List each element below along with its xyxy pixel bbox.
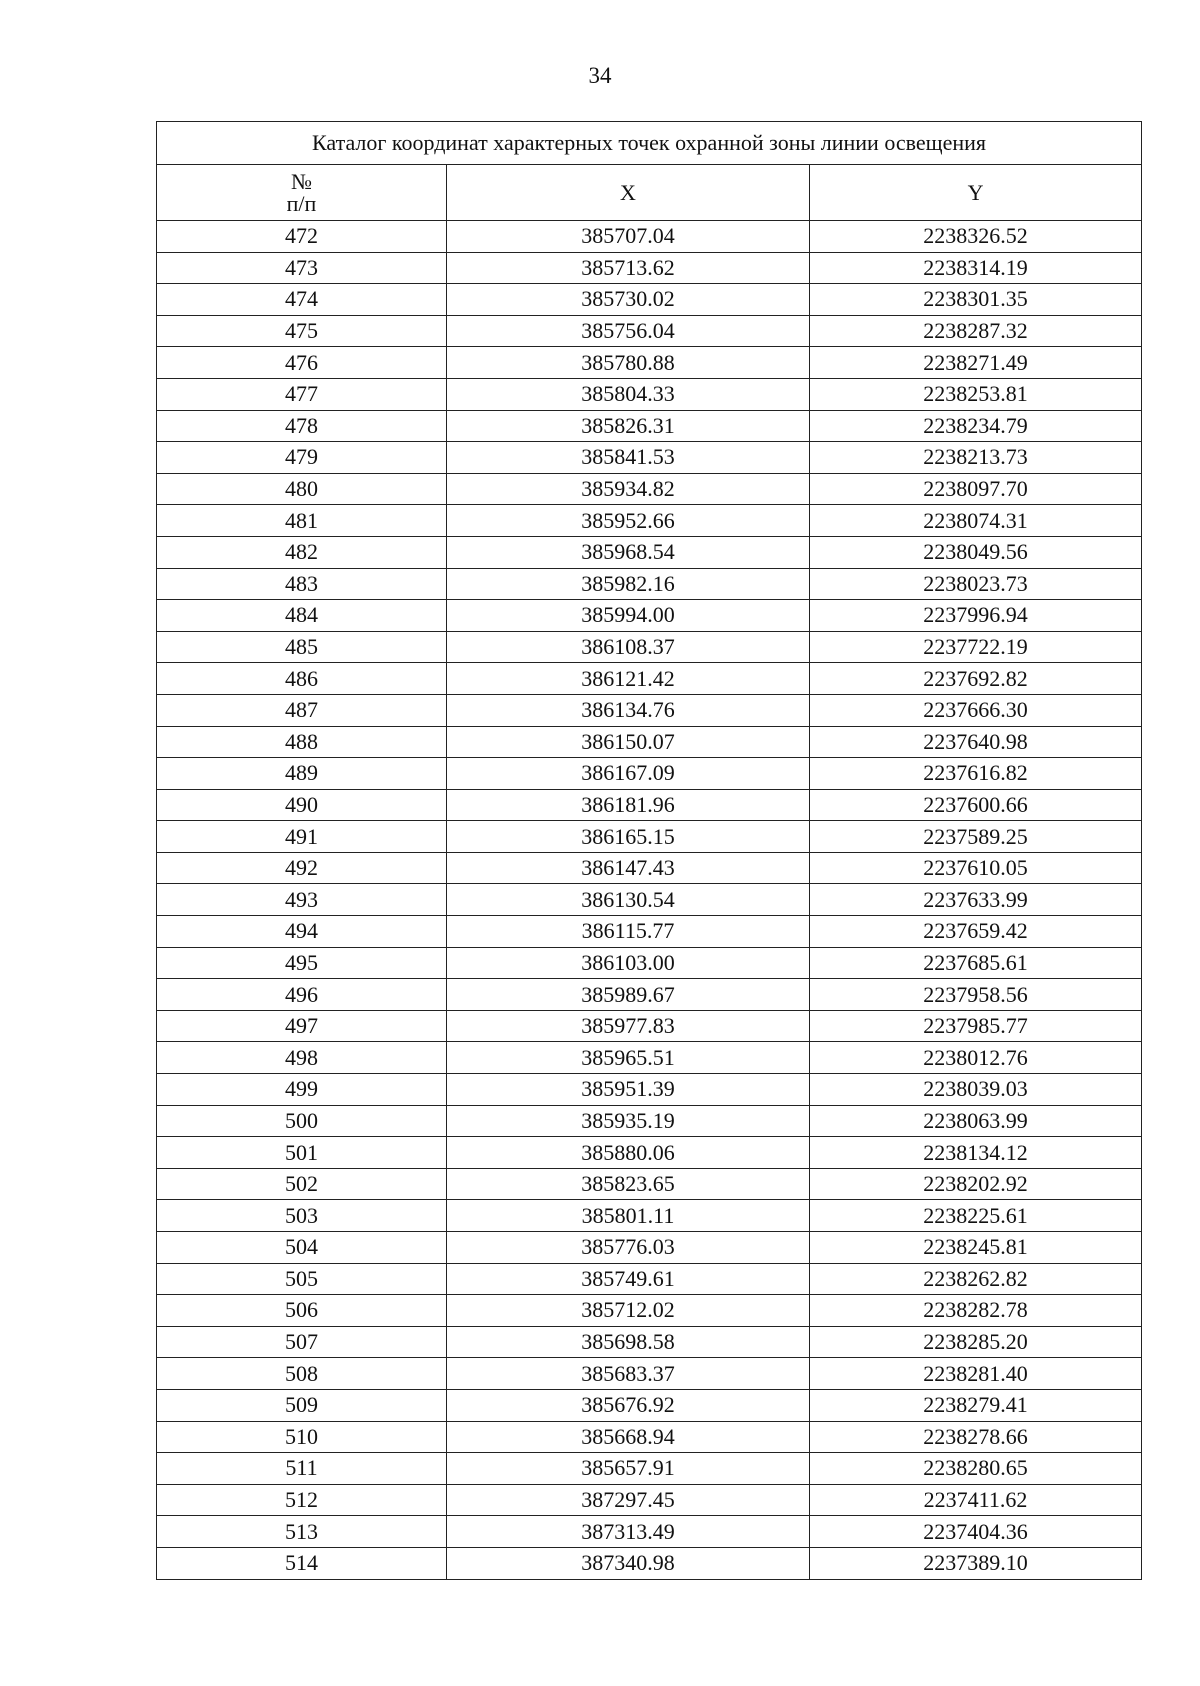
- cell-x: 385989.67: [447, 979, 810, 1011]
- cell-number: 504: [157, 1232, 447, 1264]
- column-header-number-symbol: №: [291, 168, 312, 194]
- cell-x: 386167.09: [447, 758, 810, 790]
- table-header-row: [157, 165, 1142, 221]
- table-row: [157, 694, 1142, 726]
- cell-y: 2237404.36: [810, 1516, 1142, 1548]
- table-row: [157, 1010, 1142, 1042]
- cell-x: 385804.33: [447, 378, 810, 410]
- cell-y: 2237610.05: [810, 852, 1142, 884]
- cell-x: 386115.77: [447, 916, 810, 948]
- cell-x: 385657.91: [447, 1453, 810, 1485]
- cell-y: 2237411.62: [810, 1484, 1142, 1516]
- cell-y: 2238245.81: [810, 1232, 1142, 1264]
- cell-y: 2237692.82: [810, 663, 1142, 695]
- cell-number: 500: [157, 1105, 447, 1137]
- table-row: [157, 631, 1142, 663]
- cell-x: 385712.02: [447, 1295, 810, 1327]
- cell-y: 2238285.20: [810, 1326, 1142, 1358]
- cell-y: 2238039.03: [810, 1074, 1142, 1106]
- table-row: [157, 600, 1142, 632]
- cell-number: 473: [157, 252, 447, 284]
- cell-x: 385935.19: [447, 1105, 810, 1137]
- table-row: [157, 284, 1142, 316]
- cell-y: 2238063.99: [810, 1105, 1142, 1137]
- cell-number: 507: [157, 1326, 447, 1358]
- table-row: [157, 1137, 1142, 1169]
- cell-y: 2238278.66: [810, 1421, 1142, 1453]
- table-row: [157, 410, 1142, 442]
- cell-x: 385749.61: [447, 1263, 810, 1295]
- cell-number: 476: [157, 347, 447, 379]
- cell-number: 487: [157, 694, 447, 726]
- cell-number: 488: [157, 726, 447, 758]
- cell-number: 498: [157, 1042, 447, 1074]
- cell-number: 494: [157, 916, 447, 948]
- cell-number: 496: [157, 979, 447, 1011]
- cell-number: 512: [157, 1484, 447, 1516]
- cell-y: 2237389.10: [810, 1547, 1142, 1579]
- cell-x: 385952.66: [447, 505, 810, 537]
- cell-number: 505: [157, 1263, 447, 1295]
- cell-x: 385951.39: [447, 1074, 810, 1106]
- cell-x: 385801.11: [447, 1200, 810, 1232]
- cell-number: 483: [157, 568, 447, 600]
- table-row: [157, 1200, 1142, 1232]
- cell-x: 387313.49: [447, 1516, 810, 1548]
- column-header-number: [157, 165, 447, 221]
- cell-number: 478: [157, 410, 447, 442]
- table-row: [157, 1389, 1142, 1421]
- table-row: [157, 568, 1142, 600]
- cell-x: 385934.82: [447, 473, 810, 505]
- cell-y: 2237640.98: [810, 726, 1142, 758]
- table-row: [157, 1042, 1142, 1074]
- table-row: [157, 726, 1142, 758]
- cell-x: 386108.37: [447, 631, 810, 663]
- table-row: [157, 315, 1142, 347]
- table-row: [157, 1232, 1142, 1264]
- cell-y: 2237666.30: [810, 694, 1142, 726]
- cell-number: 480: [157, 473, 447, 505]
- cell-x: 385841.53: [447, 442, 810, 474]
- cell-number: 479: [157, 442, 447, 474]
- cell-x: 386103.00: [447, 947, 810, 979]
- cell-x: 386147.43: [447, 852, 810, 884]
- cell-x: 385676.92: [447, 1389, 810, 1421]
- cell-x: 385683.37: [447, 1358, 810, 1390]
- table-row: [157, 821, 1142, 853]
- cell-y: 2238287.32: [810, 315, 1142, 347]
- table-row: [157, 1105, 1142, 1137]
- cell-number: 484: [157, 600, 447, 632]
- cell-y: 2238012.76: [810, 1042, 1142, 1074]
- cell-x: 386150.07: [447, 726, 810, 758]
- cell-y: 2238279.41: [810, 1389, 1142, 1421]
- table-row: [157, 758, 1142, 790]
- table-row: [157, 884, 1142, 916]
- cell-y: 2238314.19: [810, 252, 1142, 284]
- cell-y: 2238280.65: [810, 1453, 1142, 1485]
- cell-y: 2237685.61: [810, 947, 1142, 979]
- cell-number: 492: [157, 852, 447, 884]
- cell-y: 2238097.70: [810, 473, 1142, 505]
- cell-number: 482: [157, 536, 447, 568]
- table-row: [157, 252, 1142, 284]
- column-header-number-abbrev: п/п: [286, 190, 317, 216]
- column-header-y: Y: [810, 165, 1142, 221]
- cell-x: 385968.54: [447, 536, 810, 568]
- cell-x: 385880.06: [447, 1137, 810, 1169]
- cell-number: 506: [157, 1295, 447, 1327]
- table-row: [157, 789, 1142, 821]
- table-row: [157, 663, 1142, 695]
- cell-number: 495: [157, 947, 447, 979]
- cell-y: 2237616.82: [810, 758, 1142, 790]
- cell-number: 481: [157, 505, 447, 537]
- cell-x: 387340.98: [447, 1547, 810, 1579]
- table-row: [157, 1263, 1142, 1295]
- cell-y: 2238281.40: [810, 1358, 1142, 1390]
- table-row: [157, 1168, 1142, 1200]
- cell-number: 477: [157, 378, 447, 410]
- cell-x: 387297.45: [447, 1484, 810, 1516]
- cell-number: 502: [157, 1168, 447, 1200]
- table-row: [157, 347, 1142, 379]
- cell-number: 514: [157, 1547, 447, 1579]
- cell-y: 2238074.31: [810, 505, 1142, 537]
- table-row: [157, 1484, 1142, 1516]
- cell-x: 386181.96: [447, 789, 810, 821]
- table-row: [157, 1547, 1142, 1579]
- table-row: [157, 916, 1142, 948]
- cell-y: 2238271.49: [810, 347, 1142, 379]
- column-header-x: X: [447, 165, 810, 221]
- cell-number: 511: [157, 1453, 447, 1485]
- table-row: [157, 505, 1142, 537]
- table-row: [157, 979, 1142, 1011]
- cell-x: 385982.16: [447, 568, 810, 600]
- cell-number: 513: [157, 1516, 447, 1548]
- cell-number: 493: [157, 884, 447, 916]
- table-row: [157, 1516, 1142, 1548]
- table-row: [157, 1074, 1142, 1106]
- cell-x: 385713.62: [447, 252, 810, 284]
- cell-number: 510: [157, 1421, 447, 1453]
- cell-y: 2238202.92: [810, 1168, 1142, 1200]
- cell-y: 2238234.79: [810, 410, 1142, 442]
- cell-x: 385780.88: [447, 347, 810, 379]
- cell-number: 509: [157, 1389, 447, 1421]
- cell-y: 2237600.66: [810, 789, 1142, 821]
- table-row: [157, 1421, 1142, 1453]
- table-title-row: [157, 122, 1142, 165]
- cell-x: 385994.00: [447, 600, 810, 632]
- cell-number: 508: [157, 1358, 447, 1390]
- cell-number: 503: [157, 1200, 447, 1232]
- cell-x: 385826.31: [447, 410, 810, 442]
- cell-y: 2238134.12: [810, 1137, 1142, 1169]
- table-row: [157, 852, 1142, 884]
- cell-number: 501: [157, 1137, 447, 1169]
- table-row: [157, 221, 1142, 253]
- cell-x: 385730.02: [447, 284, 810, 316]
- cell-y: 2238262.82: [810, 1263, 1142, 1295]
- cell-y: 2238301.35: [810, 284, 1142, 316]
- coordinate-catalog-table: [156, 121, 1142, 1580]
- cell-number: 499: [157, 1074, 447, 1106]
- cell-y: 2237589.25: [810, 821, 1142, 853]
- cell-y: 2238213.73: [810, 442, 1142, 474]
- cell-y: 2238253.81: [810, 378, 1142, 410]
- page-number: 34: [588, 63, 612, 88]
- cell-y: 2238282.78: [810, 1295, 1142, 1327]
- cell-number: 472: [157, 221, 447, 253]
- table-row: [157, 1453, 1142, 1485]
- cell-number: 490: [157, 789, 447, 821]
- cell-x: 385707.04: [447, 221, 810, 253]
- table-row: [157, 947, 1142, 979]
- table-row: [157, 1358, 1142, 1390]
- cell-number: 489: [157, 758, 447, 790]
- cell-x: 386121.42: [447, 663, 810, 695]
- cell-y: 2237633.99: [810, 884, 1142, 916]
- cell-y: 2238326.52: [810, 221, 1142, 253]
- cell-y: 2237958.56: [810, 979, 1142, 1011]
- table-row: [157, 536, 1142, 568]
- table-title: Каталог координат характерных точек охранной зоны линии освещения: [157, 122, 1142, 165]
- cell-x: 386130.54: [447, 884, 810, 916]
- table-row: [157, 1326, 1142, 1358]
- cell-number: 474: [157, 284, 447, 316]
- cell-y: 2237985.77: [810, 1010, 1142, 1042]
- cell-y: 2237659.42: [810, 916, 1142, 948]
- table-row: [157, 1295, 1142, 1327]
- cell-x: 385977.83: [447, 1010, 810, 1042]
- cell-y: 2237996.94: [810, 600, 1142, 632]
- cell-number: 475: [157, 315, 447, 347]
- cell-y: 2238225.61: [810, 1200, 1142, 1232]
- cell-y: 2237722.19: [810, 631, 1142, 663]
- cell-y: 2238049.56: [810, 536, 1142, 568]
- cell-number: 485: [157, 631, 447, 663]
- cell-y: 2238023.73: [810, 568, 1142, 600]
- cell-number: 491: [157, 821, 447, 853]
- cell-number: 497: [157, 1010, 447, 1042]
- cell-x: 385776.03: [447, 1232, 810, 1264]
- cell-x: 385823.65: [447, 1168, 810, 1200]
- cell-number: 486: [157, 663, 447, 695]
- cell-x: 385668.94: [447, 1421, 810, 1453]
- cell-x: 386165.15: [447, 821, 810, 853]
- cell-x: 385756.04: [447, 315, 810, 347]
- cell-x: 385965.51: [447, 1042, 810, 1074]
- table-row: [157, 378, 1142, 410]
- cell-x: 386134.76: [447, 694, 810, 726]
- table-row: [157, 473, 1142, 505]
- cell-x: 385698.58: [447, 1326, 810, 1358]
- table-row: [157, 442, 1142, 474]
